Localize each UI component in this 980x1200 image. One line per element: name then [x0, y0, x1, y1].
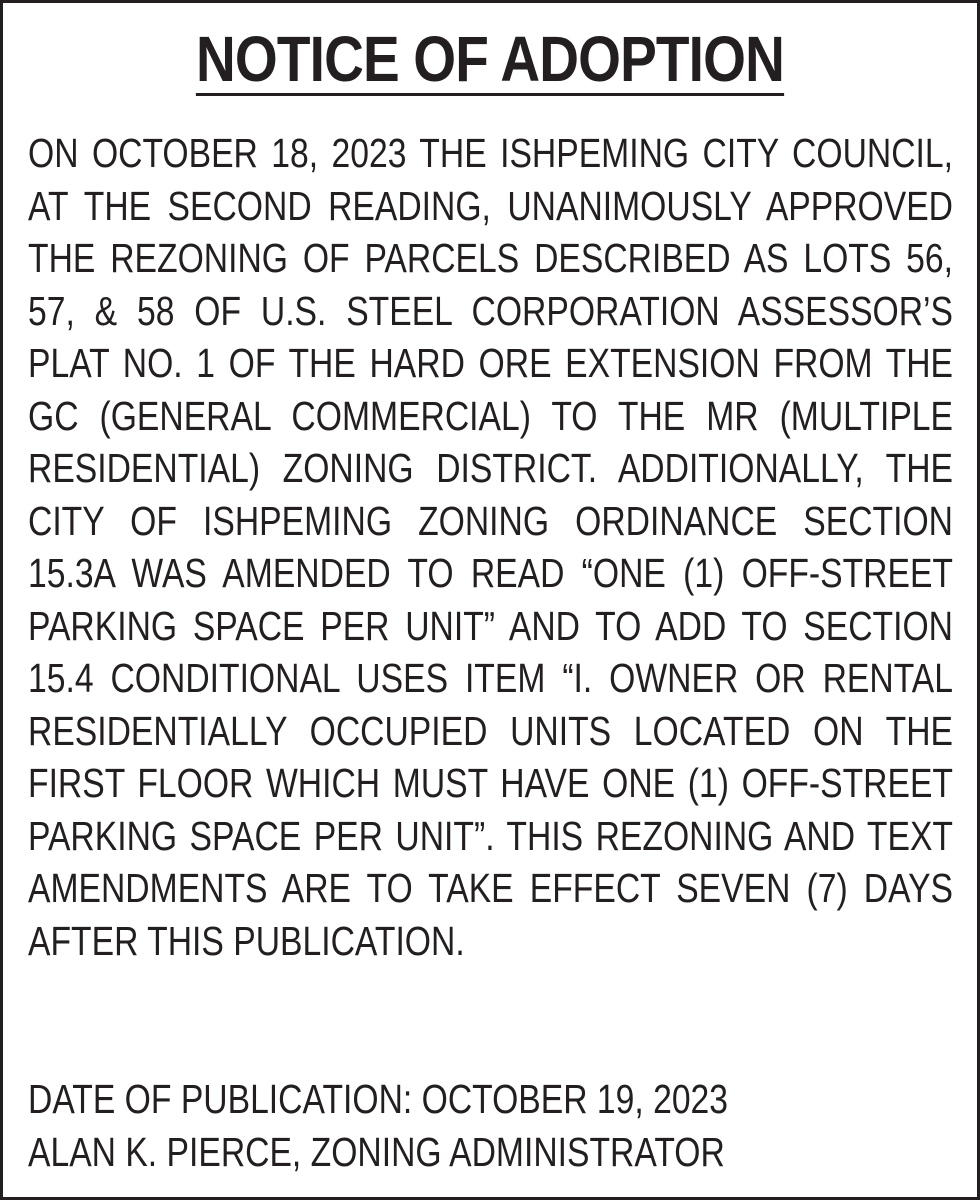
signature-line: ALAN K. PIERCE, ZONING ADMINISTRATOR — [28, 1128, 725, 1175]
notice-title-text: NOTICE OF ADOPTION — [196, 23, 784, 95]
notice-body-text: ON OCTOBER 18, 2023 THE ISHPEMING CITY COUNCIL, AT THE SECOND READING, UNANIMOUSLY APPROVED THE REZONING OF PARCELS DESCRIBED AS LOTS 56, 57, & 58 OF U.S. STEEL CORPORATION ASSESSOR’S PLAT NO. 1 OF THE HARD ORE EXTENSION FROM THE GC (GENERAL COMMERCIAL) TO THE MR (MULTIPLE RESIDENTIAL) ZONING DISTRICT. ADDITIONALLY, THE CITY OF ISHPEMING ZONING ORDINANCE SECTION 15.3A WAS AMENDED TO READ “ONE (1) OFF-STREET PARKING SPACE PER UNIT” AND TO ADD TO SECTION 15.4 CONDITIONAL USES ITEM “I. OWNER OR RENTAL RESIDENTIALLY OCCUPIED UNITS LOCATED ON THE FIRST FLOOR WHICH MUST HAVE ONE (1) OFF-STREET PARKING SPACE PER UNIT”. THIS REZONING AND TEXT AMENDMENTS ARE TO TAKE EFFECT SEVEN (7) DAYS AFTER THIS PUBLICATION. — [28, 130, 954, 964]
notice-footer — [28, 1073, 953, 1178]
publication-date-line: DATE OF PUBLICATION: OCTOBER 19, 2023 — [28, 1076, 729, 1122]
notice-title — [71, 21, 909, 97]
notice-body-container — [28, 127, 953, 967]
